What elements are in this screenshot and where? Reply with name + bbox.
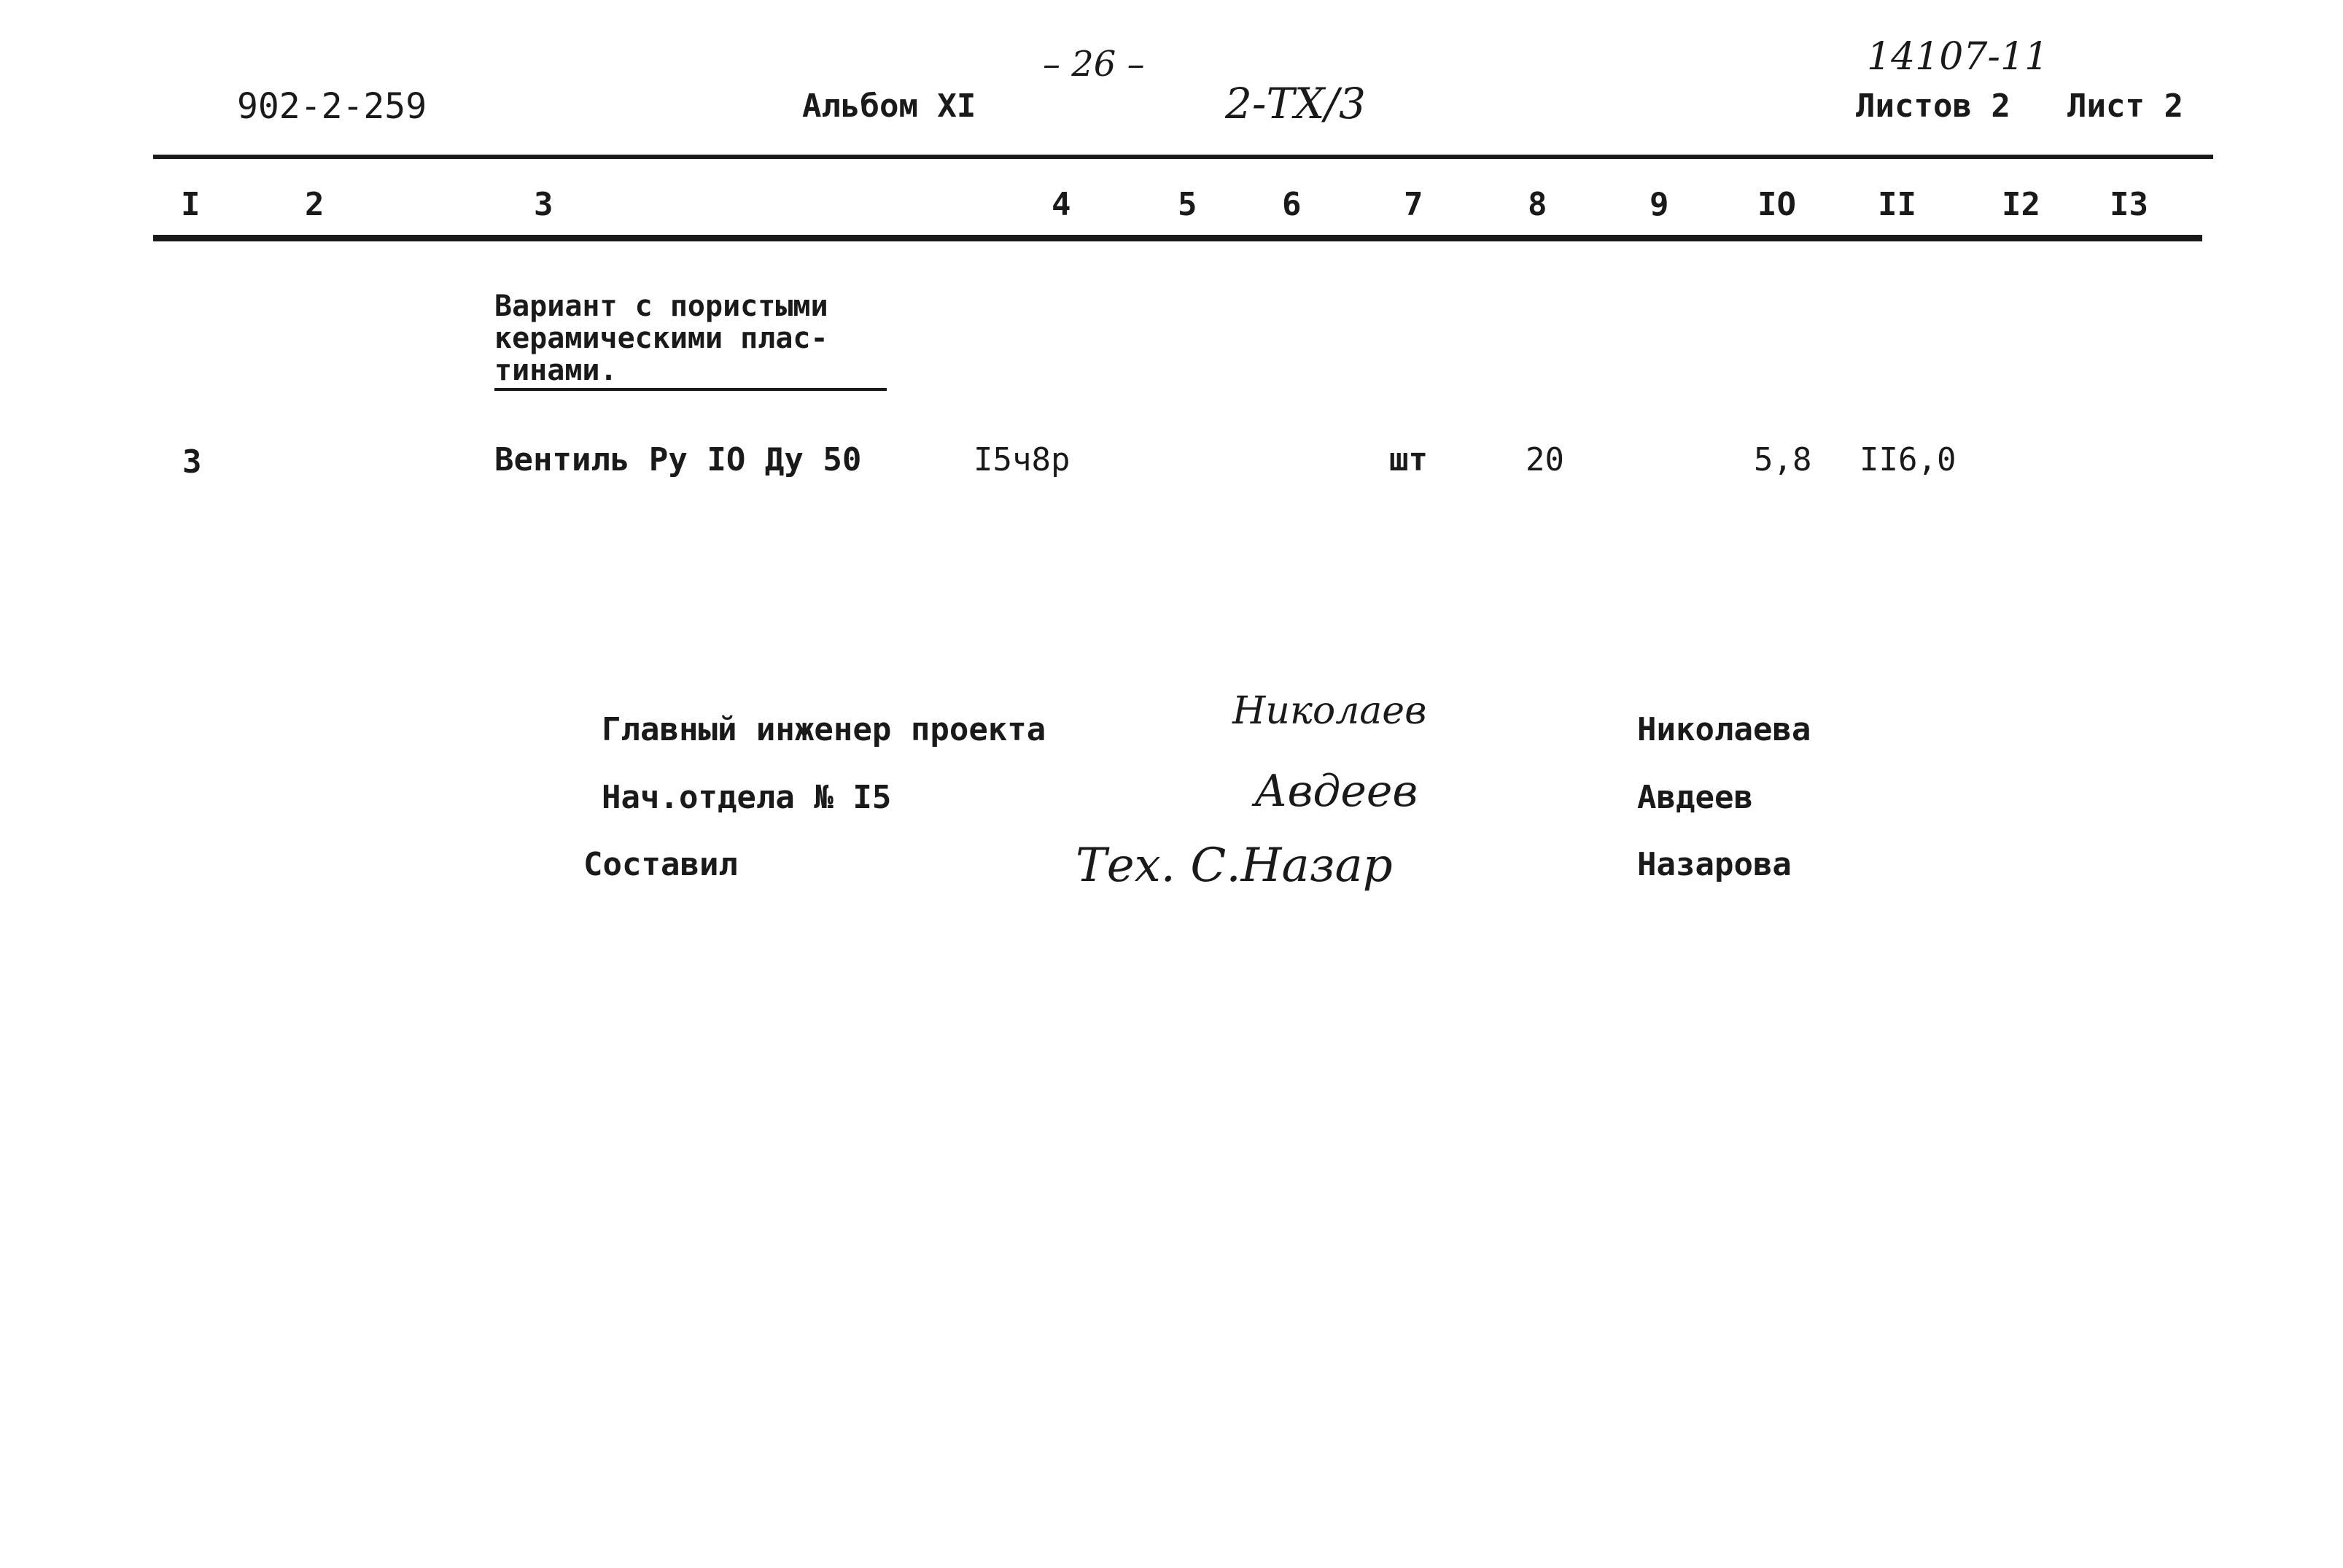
signature-role: Составил — [583, 846, 738, 883]
sheet-number: Лист 2 — [2067, 88, 2183, 125]
variant-heading-line: Вариант с пористыми — [494, 290, 828, 323]
row-quantity: 20 — [1526, 441, 1564, 478]
album-label: Альбом XI — [802, 88, 976, 125]
column-number: IO — [1757, 186, 1796, 223]
row-unit: шт — [1389, 441, 1428, 478]
column-number: I3 — [2110, 186, 2148, 223]
sheets-total: Листов 2 — [1856, 88, 2010, 125]
column-number: 7 — [1404, 186, 1423, 223]
variant-heading — [494, 290, 887, 391]
column-number: 8 — [1528, 186, 1547, 223]
row-item-number: 3 — [182, 443, 202, 481]
signatory-name: Николаева — [1637, 711, 1811, 748]
column-number: 4 — [1052, 186, 1071, 223]
document-number: 902-2-259 — [237, 86, 427, 127]
signatory-name: Авдеев — [1637, 779, 1753, 816]
variant-heading-line: тинами. — [494, 354, 887, 391]
row-description: Вентиль Ру IO Ду 50 — [494, 441, 862, 478]
row-type-code: I5ч8р — [974, 441, 1071, 478]
signatory-name: Назарова — [1637, 846, 1792, 883]
column-number: 5 — [1178, 186, 1197, 223]
column-number: II — [1878, 186, 1916, 223]
row-total-weight: II6,0 — [1860, 441, 1957, 478]
inventory-number: 14107-11 — [1867, 35, 2049, 79]
signature-role: Главный инженер проекта — [602, 711, 1046, 748]
handwritten-signature: Николаев — [1232, 689, 1427, 733]
column-number: I2 — [2002, 186, 2040, 223]
signature-role: Нач.отдела № I5 — [602, 779, 892, 816]
title-rule — [153, 155, 2213, 159]
column-number: I — [181, 186, 201, 223]
column-number: 6 — [1282, 186, 1302, 223]
row-unit-weight: 5,8 — [1754, 441, 1812, 478]
page-mark: – 26 – — [1043, 44, 1145, 85]
column-number: 9 — [1650, 186, 1669, 223]
variant-heading-line: керамическими плас- — [494, 322, 828, 355]
section-code: 2-ТХ/3 — [1225, 79, 1366, 128]
column-number: 2 — [305, 186, 325, 223]
header-rule — [153, 235, 2202, 241]
handwritten-signature: Авдеев — [1254, 766, 1418, 817]
handwritten-signature: Тех. С.Назар — [1076, 839, 1393, 893]
column-number: 3 — [534, 186, 553, 223]
